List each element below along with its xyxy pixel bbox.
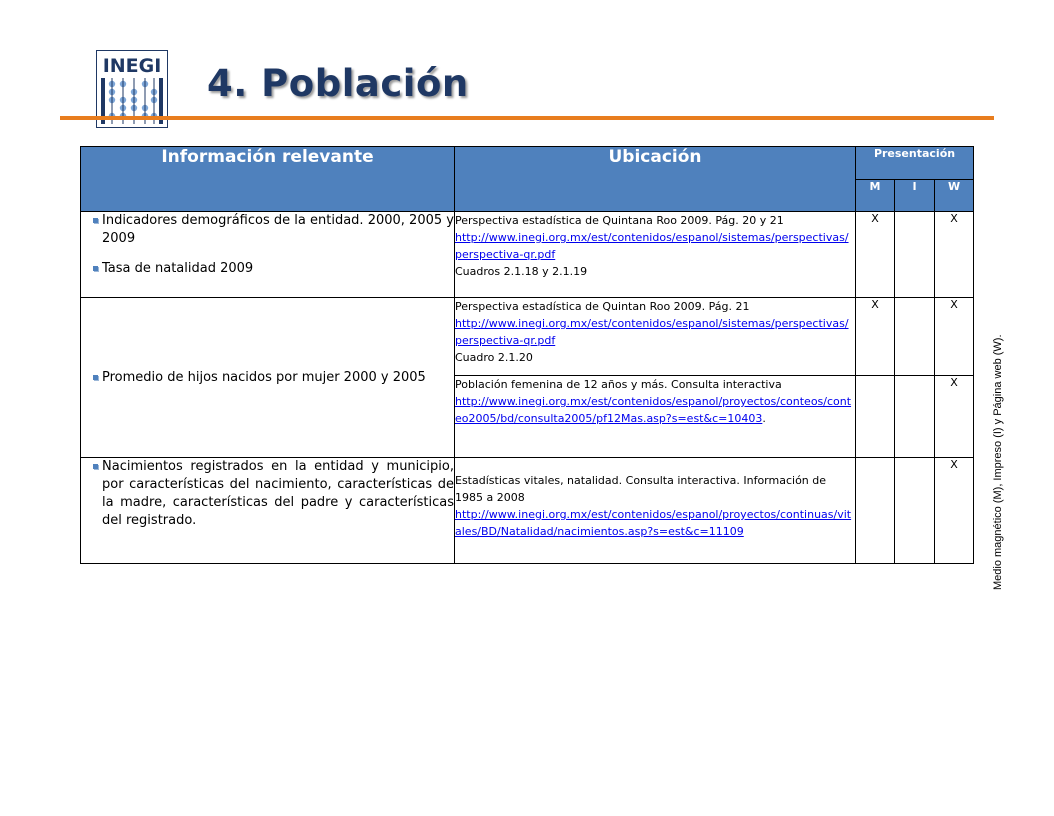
header-col-w: W	[935, 180, 974, 212]
bullet-item	[81, 458, 454, 530]
bullet-icon	[93, 464, 98, 469]
header-col-m: M	[856, 180, 895, 212]
location-cell	[455, 458, 856, 564]
mark-i	[895, 376, 935, 458]
mark-m	[856, 376, 895, 458]
source-title: Perspectiva estadística de Quintan Roo 2009. Pág. 21	[455, 300, 750, 313]
bullet-item	[81, 369, 454, 387]
title-underline	[60, 116, 994, 120]
bullet-text: Indicadores demográficos de la entidad. 2000, 2005 y 2009	[102, 213, 454, 246]
bullet-item	[81, 260, 454, 278]
location-cell	[455, 376, 856, 458]
bullet-text: Nacimientos registrados en la entidad y municipio, por características del nacimiento, características de la madre, características del padre y características del registrado.	[102, 459, 454, 528]
location-cell	[455, 212, 856, 298]
mark-m: X	[856, 298, 895, 376]
info-table	[80, 146, 974, 564]
header-col-i: I	[895, 180, 935, 212]
bullet-text: Tasa de natalidad 2009	[102, 261, 254, 276]
info-cell	[81, 458, 455, 564]
page-title: 4. Población	[207, 62, 469, 105]
header-info: Información relevante	[81, 147, 455, 212]
bullet-icon	[93, 375, 98, 380]
source-link[interactable]: http://www.inegi.org.mx/est/contenidos/espanol/sistemas/perspectivas/perspectiva-qr.pdf	[455, 231, 849, 261]
info-cell	[81, 298, 455, 458]
mark-i	[895, 298, 935, 376]
info-cell	[81, 212, 455, 298]
source-link[interactable]: http://www.inegi.org.mx/est/contenidos/espanol/proyectos/conteos/conteo2005/bd/consulta2005/pf12Mas.asp?s=est&c=10403	[455, 395, 852, 425]
source-title: Perspectiva estadística de Quintana Roo 2009. Pág. 20 y 21	[455, 214, 784, 227]
mark-w: X	[935, 458, 974, 564]
presentation-legend: Medio magnético (M), Impreso (I) y Página web (W).	[992, 334, 1004, 590]
source-title: Estadísticas vitales, natalidad. Consulta interactiva. Información de 1985 a 2008	[455, 474, 827, 504]
logo-text: INEGI	[102, 55, 162, 77]
location-cell	[455, 298, 856, 376]
mark-i	[895, 458, 935, 564]
source-link[interactable]: http://www.inegi.org.mx/est/contenidos/espanol/sistemas/perspectivas/perspectiva-qr.pdf	[455, 317, 849, 347]
mark-m	[856, 458, 895, 564]
mark-m: X	[856, 212, 895, 298]
source-tables: Cuadro 2.1.20	[455, 351, 533, 364]
table-row	[81, 458, 974, 564]
link-suffix: .	[762, 412, 766, 425]
mark-i	[895, 212, 935, 298]
bullet-icon	[93, 218, 98, 223]
bullet-item	[81, 212, 454, 248]
header-presentation: Presentación	[856, 147, 974, 180]
table-row	[81, 212, 974, 298]
header-location: Ubicación	[455, 147, 856, 212]
mark-w: X	[935, 212, 974, 298]
source-tables: Cuadros 2.1.18 y 2.1.19	[455, 265, 588, 278]
table-row	[81, 298, 974, 376]
mark-w: X	[935, 298, 974, 376]
source-title: Población femenina de 12 años y más. Consulta interactiva	[455, 378, 782, 391]
bullet-icon	[93, 266, 98, 271]
mark-w: X	[935, 376, 974, 458]
source-link[interactable]: http://www.inegi.org.mx/est/contenidos/espanol/proyectos/continuas/vitales/BD/Natalidad/nacimientos.asp?s=est&c=11109	[455, 508, 852, 538]
bullet-text: Promedio de hijos nacidos por mujer 2000 y 2005	[102, 369, 426, 385]
